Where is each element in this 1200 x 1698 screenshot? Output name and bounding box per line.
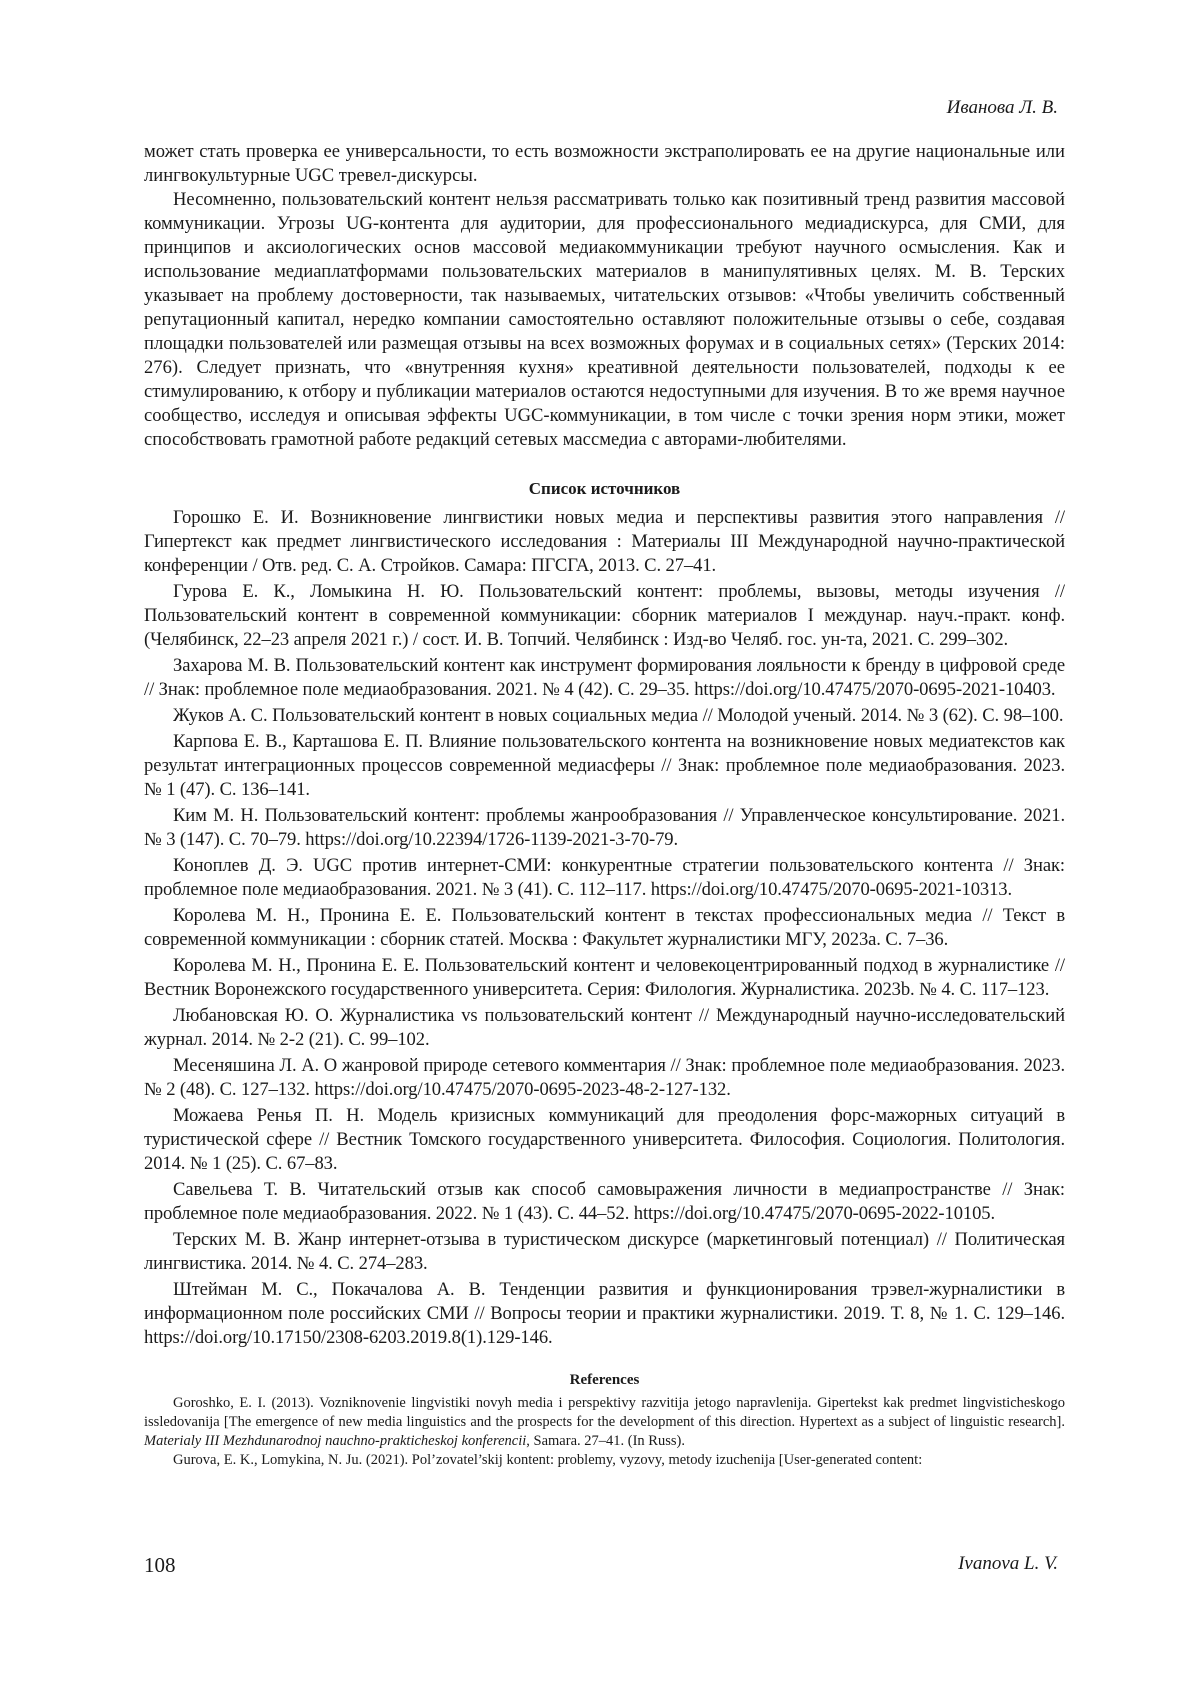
- references-list: [144, 1394, 1065, 1470]
- footer-author: Ivanova L. V.: [958, 1553, 1058, 1574]
- body-paragraph: Несомненно, пользовательский контент нельзя рассматривать только как позитивный тренд развития массовой коммуникации. Угрозы UG-контента для аудитории, для профессионального медиадискурса, для СМИ, для принципов и аксиологических основ массовой медиакоммуникации требуют научного осмысления. Как и использование медиаплатформами пользовательских материалов в манипулятивных целях. М. В. Терских указывает на проблему достоверности, так называемых, читательских отзывов: «Чтобы увеличить собственный репутационный капитал, нередко компании самостоятельно оставляют положительные отзывы о себе, создавая площадки пользователей или размещая отзывы на всех возможных форумах и в социальных сетях» (Терских 2014: 276). Следует признать, что «внутренняя кухня» креативной деятельности пользователей, подходы к ее стимулированию, к отбору и публикации материалов остаются недоступными для изучения. В то же время научное сообщество, исследуя и описывая эффекты UGC-коммуникации, в том числе с точки зрения норм этики, может способствовать грамотной работе редакций сетевых массмедиа с авторами-любителями.: [144, 189, 1065, 450]
- running-header-author: Иванова Л. В.: [946, 97, 1058, 118]
- source-item: Королева М. Н., Пронина Е. Е. Пользовательский контент в текстах профессиональных медиа // Текст в современной коммуникации : сборник статей. Москва : Факультет журналистики МГУ, 2023a. С. 7–36.: [144, 905, 1065, 950]
- source-item: Штейман М. С., Покачалова А. В. Тенденции развития и функционирования трэвел-журналистики в информационном поле российских СМИ // Вопросы теории и практики журналистики. 2019. Т. 8, № 1. С. 129–146. https://doi.org/10.17150/2308-6203.2019.8(1).129-146.: [144, 1279, 1065, 1348]
- source-item: Захарова М. В. Пользовательский контент как инструмент формирования лояльности к бренду в цифровой среде // Знак: проблемное поле медиаобразования. 2021. № 4 (42). С. 29–35. https://doi.org/10.47475/2070-0695-2021-10403.: [144, 655, 1065, 700]
- references-heading: References: [569, 1372, 640, 1388]
- article-body: [144, 140, 1065, 1470]
- reference-text: Goroshko, E. I. (2013). Vozniknovenie lingvistiki novyh media i perspektivy razvitija jetogo napravlenija. Gipertekst kak predmet lingvisticheskogo issledovanija [The emergence of new media linguistics and the prospects for the development of this direction. Hypertext as a subject of linguistic research].: [144, 1395, 1065, 1430]
- body-paragraph: может стать проверка ее универсальности, то есть возможности экстраполировать ее на другие национальные или лингвокультурные UGC тревел-дискурсы.: [144, 141, 1065, 186]
- reference-text: Gurova, E. K., Lomykina, N. Ju. (2021). Pol’zovatel’skij kontent: problemy, vyzovy, metody izuchenija [User-generated content:: [173, 1452, 923, 1468]
- source-item: Савельева Т. В. Читательский отзыв как способ самовыражения личности в медиапространстве // Знак: проблемное поле медиаобразования. 2022. № 1 (43). С. 44–52. https://doi.org/10.47475/2070-0695-2022-10105.: [144, 1179, 1065, 1224]
- reference-text: , Samara. 27–41. (In Russ).: [526, 1433, 685, 1449]
- source-item: Коноплев Д. Э. UGC против интернет-СМИ: конкурентные стратегии пользовательского контента // Знак: проблемное поле медиаобразования. 2021. № 3 (41). С. 112–117. https://doi.org/10.47475/2070-0695-2021-10313.: [144, 855, 1065, 900]
- reference-title-italic: Materialy III Mezhdunarodnoj nauchno-prakticheskoj konferencii: [144, 1433, 527, 1449]
- reference-item: [144, 1394, 1065, 1451]
- source-item: Ким М. Н. Пользовательский контент: проблемы жанрообразования // Управленческое консультирование. 2021. № 3 (147). С. 70–79. https://doi.org/10.22394/1726-1139-2021-3-70-79.: [144, 805, 1065, 850]
- source-item: Гурова Е. К., Ломыкина Н. Ю. Пользовательский контент: проблемы, вызовы, методы изучения // Пользовательский контент в современной коммуникации: сборник материалов I междунар. науч.-практ. конф. (Челябинск, 22–23 апреля 2021 г.) / сост. И. В. Топчий. Челябинск : Изд-во Челяб. гос. ун-та, 2021. С. 299–302.: [144, 581, 1065, 650]
- page-number: 108: [144, 1553, 176, 1577]
- source-item: Королева М. Н., Пронина Е. Е. Пользовательский контент и человекоцентрированный подход в журналистике // Вестник Воронежского государственного университета. Серия: Филология. Журналистика. 2023b. № 4. С. 117–123.: [144, 955, 1065, 1000]
- reference-item: [144, 1451, 1065, 1470]
- source-item: Жуков А. С. Пользовательский контент в новых социальных медиа // Молодой ученый. 2014. № 3 (62). С. 98–100.: [173, 705, 1064, 726]
- sources-list: [144, 506, 1065, 1350]
- source-item: Можаева Ренья П. Н. Модель кризисных коммуникаций для преодоления форс-мажорных ситуаций в туристической сфере // Вестник Томского государственного университета. Философия. Социология. Политология. 2014. № 1 (25). С. 67–83.: [144, 1105, 1065, 1174]
- source-item: Карпова Е. В., Карташова Е. П. Влияние пользовательского контента на возникновение новых медиатекстов как результат интеграционных процессов современной медиасферы // Знак: проблемное поле медиаобразования. 2023. № 1 (47). С. 136–141.: [144, 731, 1065, 800]
- source-item: Горошко Е. И. Возникновение лингвистики новых медиа и перспективы развития этого направления // Гипертекст как предмет лингвистического исследования : Материалы III Международной научно-практической конференции / Отв. ред. С. А. Стройков. Самара: ПГСГА, 2013. С. 27–41.: [144, 507, 1065, 576]
- source-item: Месеняшина Л. А. О жанровой природе сетевого комментария // Знак: проблемное поле медиаобразования. 2023. № 2 (48). С. 127–132. https://doi.org/10.47475/2070-0695-2023-48-2-127-132.: [144, 1055, 1065, 1100]
- source-item: Терских М. В. Жанр интернет-отзыва в туристическом дискурсе (маркетинговый потенциал) // Политическая лингвистика. 2014. № 4. С. 274–283.: [144, 1229, 1065, 1274]
- sources-heading: Список источников: [528, 479, 681, 498]
- source-item: Любановская Ю. О. Журналистика vs пользовательский контент // Международный научно-исследовательский журнал. 2014. № 2-2 (21). С. 99–102.: [144, 1005, 1065, 1050]
